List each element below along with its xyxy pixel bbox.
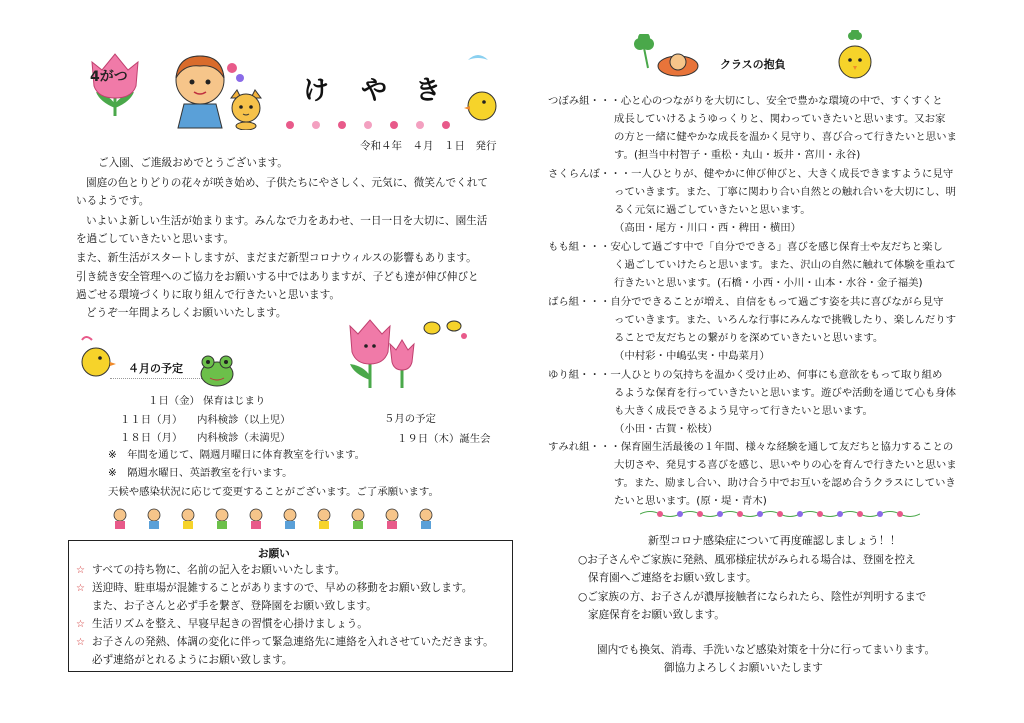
- chick-illustration: [458, 50, 500, 128]
- class-sakuranbo-line-1: さくらんぼ・・・一人ひとりが、健やかに伸び伸びと、大きく成長できますように見守: [548, 168, 954, 180]
- class-sumire-line-3: す。また、励まし合い、助け合う中でお互いを認め合うクラスにしていき: [614, 477, 956, 489]
- month-badge: [82, 48, 148, 120]
- covid-closing-1: 園内でも換気、消毒、手洗いなど感染対策を十分に行ってまいります。: [597, 644, 936, 656]
- april-event-2: 内科検診（以上児）: [197, 414, 291, 426]
- covid-item-2-line-1: ○ご家族の方、お子さんが濃厚接触者になられたら、陰性が判明するまで: [578, 591, 927, 603]
- frog-icon: [196, 350, 238, 390]
- chick-clover-icon: [832, 30, 878, 82]
- note-2: ※ 隔週水曜日、英語教室を行います。: [108, 467, 293, 479]
- request-1-line-1: すべての持ち物に、名前の記入をお願いいたします。: [92, 564, 346, 576]
- title-char-3: き: [415, 76, 442, 106]
- intro-line-5: を過ごしていきたいと思います。: [76, 233, 235, 245]
- class-bara-line-3: ることで友だちとの繋がりを深めていきたいと思います。: [614, 332, 884, 344]
- note-1: ※ 年間を通じて、隔週月曜日に体育教室を行います。: [108, 449, 366, 461]
- class-sumire-line-2: 大切さや、発見する喜びを感じ、思いやりの心を育んで行きたいと思いま: [614, 459, 957, 471]
- april-date-3: １８日（月）: [120, 432, 183, 444]
- issue-date: 令和４年 ４月 １日 発行: [360, 140, 497, 152]
- intro-line-9: どうぞ一年間よろしくお願いいたします。: [86, 307, 287, 319]
- intro-line-8: 過ごせる環境づくりに取り組んで行きたいと思います。: [76, 289, 340, 301]
- april-event-1: 保育はじまり: [203, 395, 266, 407]
- month-badge-label: 4がつ: [90, 69, 128, 85]
- april-date-2: １１日（月）: [120, 414, 183, 426]
- star-icon: ☆: [76, 583, 85, 594]
- heading-underline: [110, 378, 206, 379]
- class-momo-line-3: 行きたいと思います。(石橋・小西・小川・山本・水谷・金子福美): [614, 277, 923, 289]
- class-tsubomi-line-4: す。(担当中村智子・重松・丸山・坂井・宮川・永谷): [614, 149, 861, 161]
- children-decoration: [110, 505, 450, 531]
- class-yuri-line-4: （小田・古賀・松枝）: [614, 423, 718, 435]
- class-yuri-line-2: るような保育を行っていきたいと思います。遊びや活動を通じて心も身体: [614, 387, 957, 399]
- title-char-1: け: [303, 76, 330, 106]
- class-sakuranbo-line-3: るく元気に過ごしていきたいと思います。: [614, 204, 811, 216]
- intro-line-1: ご入園、ご進級おめでとうございます。: [98, 157, 288, 169]
- intro-line-2: 園庭の色とりどりの花々が咲き始め、子供たちにやさしく、元気に、微笑んでくれて: [86, 177, 488, 189]
- requests-heading: お願い: [258, 548, 290, 560]
- flower-row: [282, 116, 472, 128]
- april-event-3: 内科検診（未満児）: [197, 432, 291, 444]
- intro-line-4: いよいよ新しい生活が始まります。みんなで力をあわせ、一日一日を大切に、園生活: [86, 215, 488, 227]
- request-3-line-1: 生活リズムを整え、早寝早起きの習慣を心掛けましょう。: [92, 618, 368, 630]
- chick-icon: [76, 330, 118, 384]
- covid-heading: 新型コロナ感染症について再度確認しましょう！！: [648, 534, 901, 547]
- covid-item-1-line-1: ○お子さんやご家族に発熱、風邪様症状がみられる場合は、登園を控え: [578, 554, 916, 566]
- request-4-line-1: お子さんの発熱、体調の変化に伴って緊急連絡先に連絡を入れさせていただきます。: [92, 636, 494, 648]
- class-sumire-line-4: たいと思います。(原・堤・青木): [614, 495, 767, 507]
- covid-closing-2: 御協力よろしくお願いいたします: [664, 662, 823, 674]
- intro-line-3: いるようです。: [76, 195, 150, 207]
- covid-item-2-line-2: 家庭保育をお願い致します。: [588, 609, 725, 621]
- children-icons: [110, 505, 450, 531]
- class-tsubomi-line-2: 成長していけるようゆっくりと、関わっていきたいと思います。又お家: [614, 113, 946, 125]
- flower-icons: [282, 119, 472, 131]
- class-sakuranbo-line-2: っていきます。また、丁寧に関わり合い自然との触れ合いを大切にし、明: [614, 186, 957, 198]
- request-4-line-2: 必ず連絡がとれるようにお願い致します。: [92, 654, 293, 666]
- intro-line-7: 引き続き安全管理へのご協力をお願いする中ではありますが、子ども達が伸び伸びと: [76, 271, 479, 283]
- note-3: 天候や感染状況に応じて変更することがございます。ご了承願います。: [108, 486, 439, 498]
- class-momo-line-2: く過ごしていけたらと思います。また、沢山の自然に触れて体験を重ねて: [614, 259, 956, 271]
- class-yuri-line-1: ゆり組・・・一人ひとりの気持ちを温かく受け止め、何事にも意欲をもって取り組め: [548, 369, 943, 381]
- tulip-illustration: [340, 318, 430, 390]
- garland-icons: [640, 507, 920, 521]
- clover-illustration: [628, 34, 704, 80]
- class-bara-line-2: っていきます。また、いろんな行事にみんなで挑戦したり、楽しんだりす: [614, 314, 957, 326]
- star-icon: ☆: [76, 565, 85, 576]
- class-sakuranbo-line-4: （高田・尾方・川口・西・稗田・横田）: [614, 222, 802, 234]
- intro-line-6: また、新生活がスタートしますが、まだまだ新型コロナウィルスの影響もあります。: [76, 252, 477, 264]
- covid-item-1-line-2: 保育園へご連絡をお願い致します。: [588, 572, 757, 584]
- flower-garland: [640, 506, 920, 520]
- star-icon: ☆: [76, 637, 85, 648]
- april-date-1: １日（金）: [148, 395, 200, 407]
- may-event-1: １９日（木）誕生会: [397, 433, 491, 445]
- class-tsubomi-line-1: つぼみ組・・・心と心のつながりを大切にし、安全で豊かな環境の中で、すくすくと: [548, 95, 943, 107]
- bee-icons: [420, 316, 470, 344]
- cat-illustration: [225, 88, 267, 130]
- class-tsubomi-line-3: の方と一緒に健やかな成長を温かく見守り、喜び合って行きたいと思いま: [614, 131, 957, 143]
- star-icon: ☆: [76, 619, 85, 630]
- class-yuri-line-3: も大きく成長できるよう見守って行きたいと思います。: [614, 405, 873, 417]
- class-bara-line-4: （中村彩・中嶋弘実・中島菜月）: [614, 350, 770, 362]
- class-momo-line-1: もも組・・・安心して過ごす中で「自分でできる」喜びを感じ保育士や友だちと楽し: [548, 241, 943, 253]
- class-sumire-line-1: すみれ組・・・保育園生活最後の１年間、様々な経験を通して友だちと協力することの: [548, 441, 954, 453]
- class-bara-line-1: ばら組・・・自分でできることが増え、自信をもって過ごす姿を共に喜びながら見守: [548, 296, 944, 308]
- may-schedule-heading: ５月の予定: [384, 413, 436, 425]
- title-char-2: や: [361, 76, 388, 106]
- class-goals-heading: クラスの抱負: [720, 58, 786, 71]
- request-2-line-2: また、お子さんと必ず手を繋ぎ、登降園をお願い致します。: [92, 600, 377, 612]
- april-schedule-heading: ４月の予定: [128, 362, 183, 375]
- request-2-line-1: 送迎時、駐車場が混雑することがありますので、早めの移動をお願い致します。: [92, 582, 473, 594]
